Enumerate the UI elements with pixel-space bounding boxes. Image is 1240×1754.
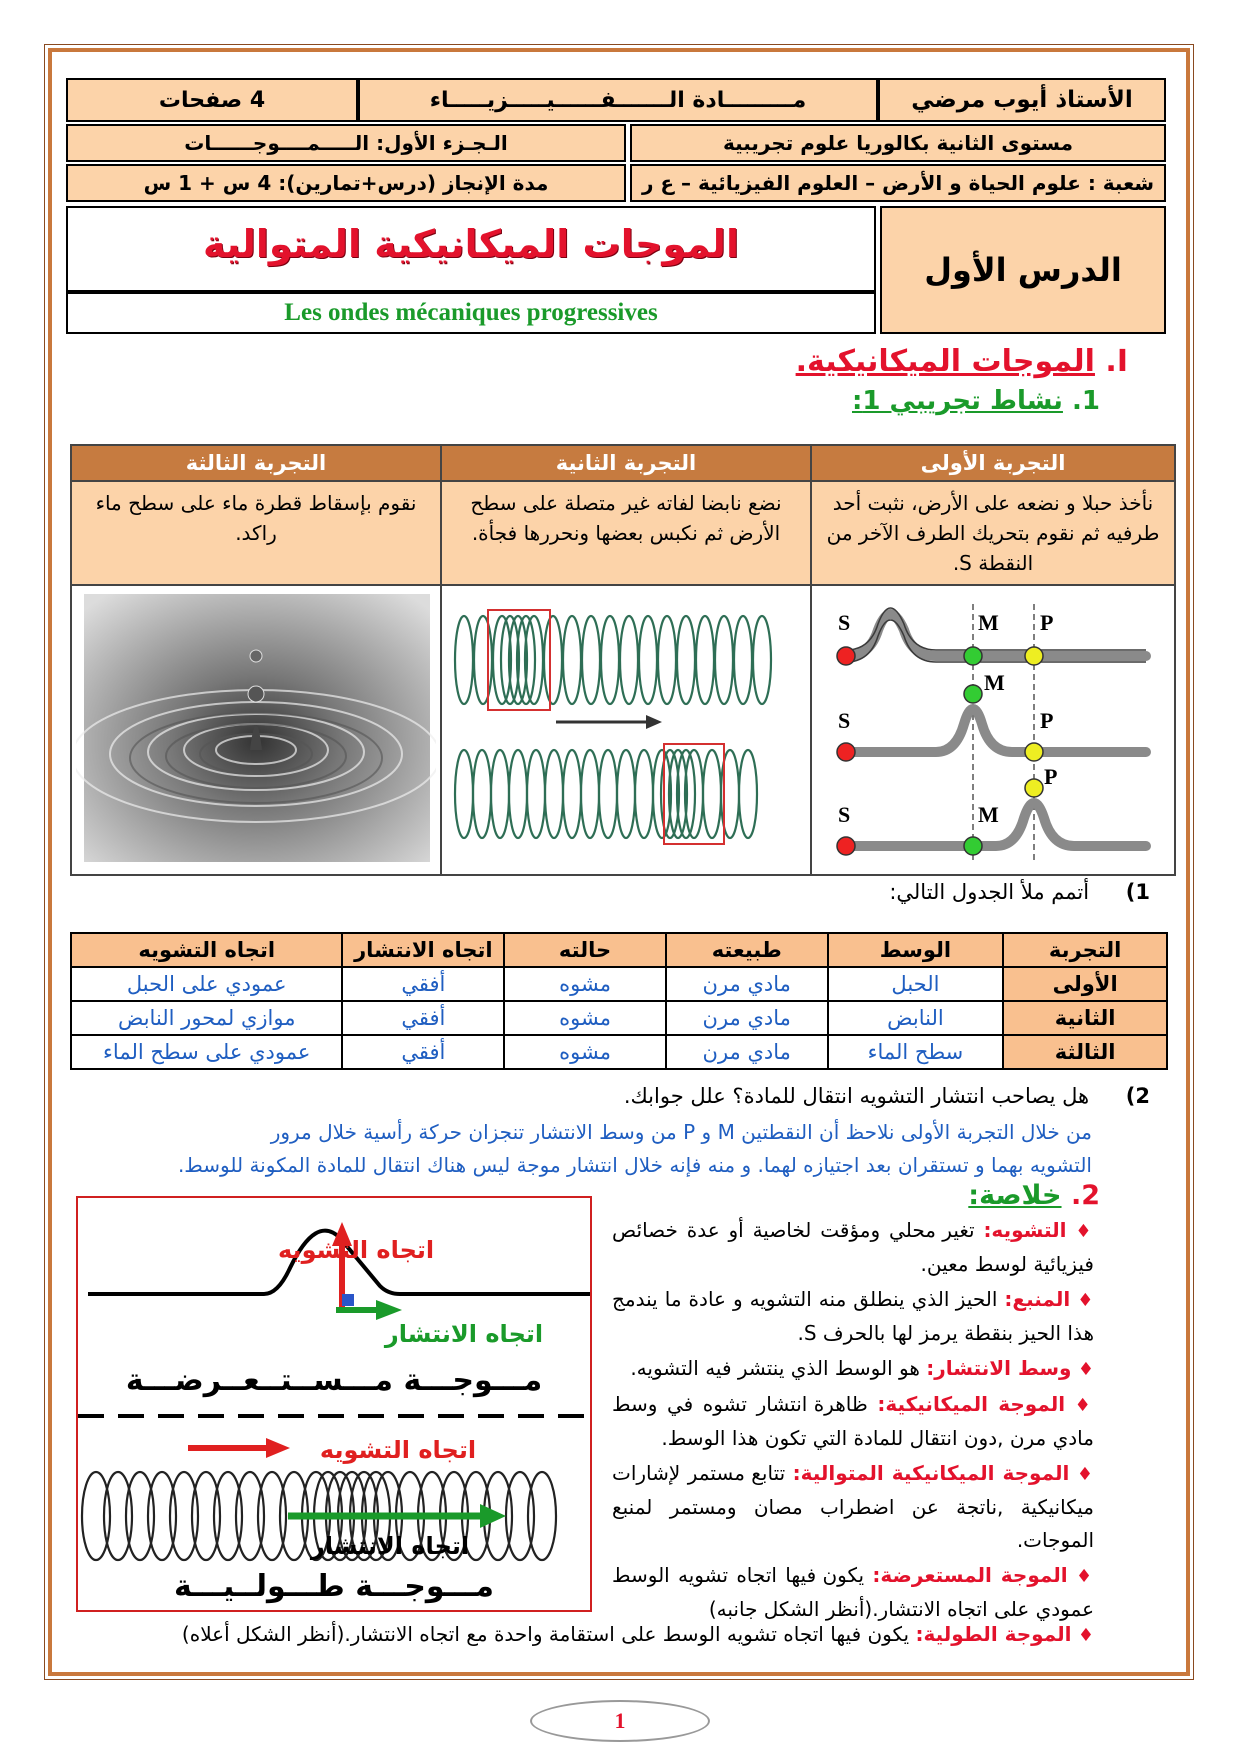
lesson-title-ar: الموجات الميكانيكية المتوالية <box>203 222 739 266</box>
label-s-3: S <box>838 802 851 827</box>
spring-coil <box>544 616 562 704</box>
definition-item <box>612 1214 1094 1281</box>
q2-answer-line1: من خلال التجربة الأولى نلاحظ أن النقطتين M و P من وسط الانتشار تنجزان حركة رأسية خلال مرور <box>270 1120 1092 1144</box>
exp2-header: التجربة الثانية <box>441 445 811 481</box>
definitions-list <box>612 1214 1094 1628</box>
spring-coil <box>563 616 581 704</box>
spring-coil <box>82 1472 110 1560</box>
cell-state: مشوه <box>504 967 666 1001</box>
q2-text: هل يصاحب انتشار التشويه انتقال للمادة؟ علل جوابك. <box>623 1084 1090 1108</box>
longitudinal-propagation-label: اتجاه الانتشار <box>310 1532 470 1560</box>
th-nature: طبيعته <box>666 933 828 967</box>
summary-title: خلاصة: <box>968 1180 1062 1211</box>
exp3-text: نقوم بإسقاط قطرة ماء على سطح ماء راكد. <box>71 481 441 585</box>
spring-coil <box>474 616 492 704</box>
pages-count: 4 صفحات <box>66 78 358 122</box>
wave-types-figure <box>76 1196 592 1612</box>
cell-state: مشوه <box>504 1035 666 1069</box>
spring-coil <box>581 750 599 838</box>
definition-text: يكون فيها اتجاه تشويه الوسط عمودي على اتجاه الانتشار.(أنظر الشكل جانبه) <box>612 1563 1094 1621</box>
exp1-header: التجربة الأولى <box>811 445 1175 481</box>
subject-name: مـــــــــادة الـــــــفــــــيـــــزيـــــاء <box>358 78 878 122</box>
q1-text: أتمم ملأ الجدول التالي: <box>889 880 1090 904</box>
spring-coil <box>236 1472 264 1560</box>
bullet-icon: ♦ <box>1075 1566 1095 1587</box>
spring-coil <box>703 750 721 838</box>
spring-coil <box>473 750 491 838</box>
part-title: الـجـزء الأول: الـــــمــــوجــــــات <box>66 124 626 162</box>
longitudinal-wave-label: مـــوجـــة طـــولــيـــة <box>174 1569 494 1604</box>
th-experiment: التجربة <box>1003 933 1167 967</box>
definition-item <box>612 1388 1094 1455</box>
exp1-text: نأخذ حبلا و نضعه على الأرض، نثبت أحد طرفيه ثم نقوم بتحريك الطرف الآخر من النقطة S. <box>811 481 1175 585</box>
definition-text: ظاهرة انتشار تشوه في وسط مادي مرن ,دون انتقال للمادة التي تكون هذا الوسط. <box>612 1392 1094 1450</box>
label-p-1: P <box>1040 610 1054 635</box>
spring-coil <box>214 1472 242 1560</box>
bullet-icon: ♦ <box>1074 1395 1094 1416</box>
definition-text: يكون فيها اتجاه تشويه الوسط على استقامة واحدة مع اتجاه الانتشار.(أنظر الشكل أعلاه) <box>181 1622 910 1646</box>
question-1 <box>889 880 1150 904</box>
spring-coil <box>104 1472 132 1560</box>
spring-coil <box>455 750 473 838</box>
definition-text: هو الوسط الذي ينتشر فيه التشويه. <box>630 1356 920 1380</box>
spring-coil <box>563 750 581 838</box>
rope-image <box>811 585 1175 875</box>
bullet-icon: ♦ <box>1077 1625 1094 1646</box>
cell-nature: مادي مرن <box>666 1001 828 1035</box>
label-m-1: M <box>978 610 999 635</box>
row-label: الثانية <box>1003 1001 1167 1035</box>
bullet-icon: ♦ <box>1075 1221 1094 1242</box>
question-2 <box>624 1084 1150 1108</box>
q1-number: 1) <box>1125 880 1150 904</box>
th-propagation: اتجاه الانتشار <box>342 933 504 967</box>
activity-title: نشاط تجريبي 1: <box>852 386 1063 416</box>
spring-coil <box>258 1472 286 1560</box>
bullet-icon: ♦ <box>1077 1290 1094 1311</box>
spring-coil <box>192 1472 220 1560</box>
th-distortion: اتجاه التشويه <box>71 933 342 967</box>
q2-number: 2) <box>1125 1084 1150 1108</box>
spring-coil <box>639 616 657 704</box>
spring-coil <box>734 616 752 704</box>
section-title: الموجات الميكانيكية. <box>795 344 1095 379</box>
rope-illustration <box>816 590 1170 866</box>
spring-coil <box>582 616 600 704</box>
definition-term: التشويه: <box>983 1218 1067 1242</box>
summary-number: 2. <box>1070 1180 1100 1211</box>
transverse-propagation-label: اتجاه الانتشار <box>384 1320 544 1348</box>
exp3-header: التجربة الثالثة <box>71 445 441 481</box>
definition-term: الموجة الميكانيكية: <box>877 1392 1066 1416</box>
spring-illustration <box>446 590 806 866</box>
spring-coil <box>506 1472 534 1560</box>
section-heading <box>796 344 1128 379</box>
title-box <box>66 206 876 292</box>
definition-item <box>612 1457 1094 1557</box>
spring-coil <box>170 1472 198 1560</box>
spring-coil <box>601 616 619 704</box>
q2-answer-line2: التشويه بهما و تستقران بعد اجتيازه لهما. و منه فإنه خلال انتشار موجة ليس هناك انتقال للمادة المكونة للوسط. <box>177 1153 1092 1177</box>
definition-term: الموجة الميكانيكية المتوالية: <box>792 1461 1070 1485</box>
spring-coil <box>527 750 545 838</box>
duration: مدة الإنجاز (درس+تمارين): 4 س + 1 س <box>66 164 626 202</box>
spring-coil <box>617 750 635 838</box>
label-p-3: P <box>1044 764 1058 789</box>
definition-text: تتابع مستمر لإشارات ميكانيكية ,ناتجة عن اضطراب مصان ومستمر لمنبع الموجات. <box>612 1461 1094 1552</box>
cell-propagation: أفقي <box>342 1035 504 1069</box>
teacher-name: الأستاذ أيوب مرضي <box>878 78 1166 122</box>
row-label: الأولى <box>1003 967 1167 1001</box>
longitudinal-distortion-label: اتجاه التشويه <box>319 1436 477 1464</box>
level: مستوى الثانية بكالوريا علوم تجريبية <box>630 124 1166 162</box>
label-s-2: S <box>838 708 851 733</box>
definition-item <box>612 1283 1094 1350</box>
spring-coil <box>658 616 676 704</box>
exp2-text: نضع نابضا لفاته غير متصلة على سطح الأرض ثم نكبس بعضها ونحررها فجأة. <box>441 481 811 585</box>
label-p-2: P <box>1040 708 1054 733</box>
cell-state: مشوه <box>504 1001 666 1035</box>
spring-coil <box>620 616 638 704</box>
spring-coil <box>545 750 563 838</box>
bullet-icon: ♦ <box>1077 1359 1094 1380</box>
summary-heading <box>968 1180 1100 1211</box>
th-medium: الوسط <box>828 933 1004 967</box>
bullet-icon: ♦ <box>1076 1464 1095 1485</box>
spring-coil <box>635 750 653 838</box>
definition-term: الموجة الطولية: <box>915 1622 1072 1646</box>
activity-heading <box>852 386 1100 416</box>
cell-propagation: أفقي <box>342 1001 504 1035</box>
page-number: 1 <box>614 1708 626 1733</box>
cell-propagation: أفقي <box>342 967 504 1001</box>
spring-coil <box>455 616 473 704</box>
spring-coil <box>509 750 527 838</box>
properties-table <box>70 932 1168 1070</box>
definition-longitudinal <box>182 1622 1094 1646</box>
spring-coil <box>491 750 509 838</box>
activity-number: 1. <box>1072 386 1100 416</box>
experiments-table <box>70 444 1176 876</box>
spring-coil <box>739 750 757 838</box>
cell-nature: مادي مرن <box>666 1035 828 1069</box>
definition-text: تغير محلي ومؤقت لخاصية أو عدة خصائص فيزيائية لوسط معين. <box>612 1218 1094 1276</box>
spring-coil <box>753 616 771 704</box>
table-row <box>71 1035 1167 1069</box>
spring-coil <box>677 616 695 704</box>
lesson-number: الدرس الأول <box>880 206 1166 334</box>
cell-nature: مادي مرن <box>666 967 828 1001</box>
cell-distortion: عمودي على سطح الماء <box>71 1035 342 1069</box>
cell-medium: سطح الماء <box>828 1035 1004 1069</box>
water-drop-image <box>71 585 441 875</box>
definition-text: الحيز الذي ينطلق منه التشويه و عادة ما يندمج هذا الحيز بنقطة يرمز لها بالحرف S. <box>612 1287 1094 1345</box>
section-number: I. <box>1105 344 1128 379</box>
table-row <box>71 1001 1167 1035</box>
cell-medium: النابض <box>828 1001 1004 1035</box>
title-fr-box <box>66 292 876 334</box>
spring-coil <box>599 750 617 838</box>
spring-image <box>441 585 811 875</box>
definition-term: الموجة المستعرضة: <box>872 1563 1068 1587</box>
spring-coil <box>126 1472 154 1560</box>
transverse-distortion-label: اتجاه التشويه <box>278 1236 435 1264</box>
cell-distortion: عمودي على الحبل <box>71 967 342 1001</box>
definition-item <box>612 1559 1094 1626</box>
table-row <box>71 967 1167 1001</box>
cell-distortion: موازي لمحور النابض <box>71 1001 342 1035</box>
label-s-1: S <box>838 610 851 635</box>
label-m-2: M <box>984 670 1005 695</box>
spring-coil <box>715 616 733 704</box>
lesson-title-fr: Les ondes mécaniques progressives <box>284 299 658 326</box>
row-label: الثالثة <box>1003 1035 1167 1069</box>
cell-medium: الحبل <box>828 967 1004 1001</box>
wave-types-illustration <box>78 1198 590 1610</box>
water-ripple-illustration <box>76 590 436 866</box>
th-state: حالته <box>504 933 666 967</box>
q2-answer <box>92 1116 1092 1182</box>
label-m-3: M <box>978 802 999 827</box>
branch: شعبة : علوم الحياة و الأرض – العلوم الفيزيائية – ع ر <box>630 164 1166 202</box>
transverse-wave-label: مـــوجـــة مـــســتــعــرضـــة <box>125 1363 543 1398</box>
spring-coil <box>148 1472 176 1560</box>
page-number-badge <box>530 1700 710 1742</box>
definition-term: المنبع: <box>1004 1287 1071 1311</box>
definition-term: وسط الانتشار: <box>926 1356 1072 1380</box>
spring-coil <box>696 616 714 704</box>
definition-item <box>612 1352 1094 1386</box>
spring-coil <box>528 1472 556 1560</box>
